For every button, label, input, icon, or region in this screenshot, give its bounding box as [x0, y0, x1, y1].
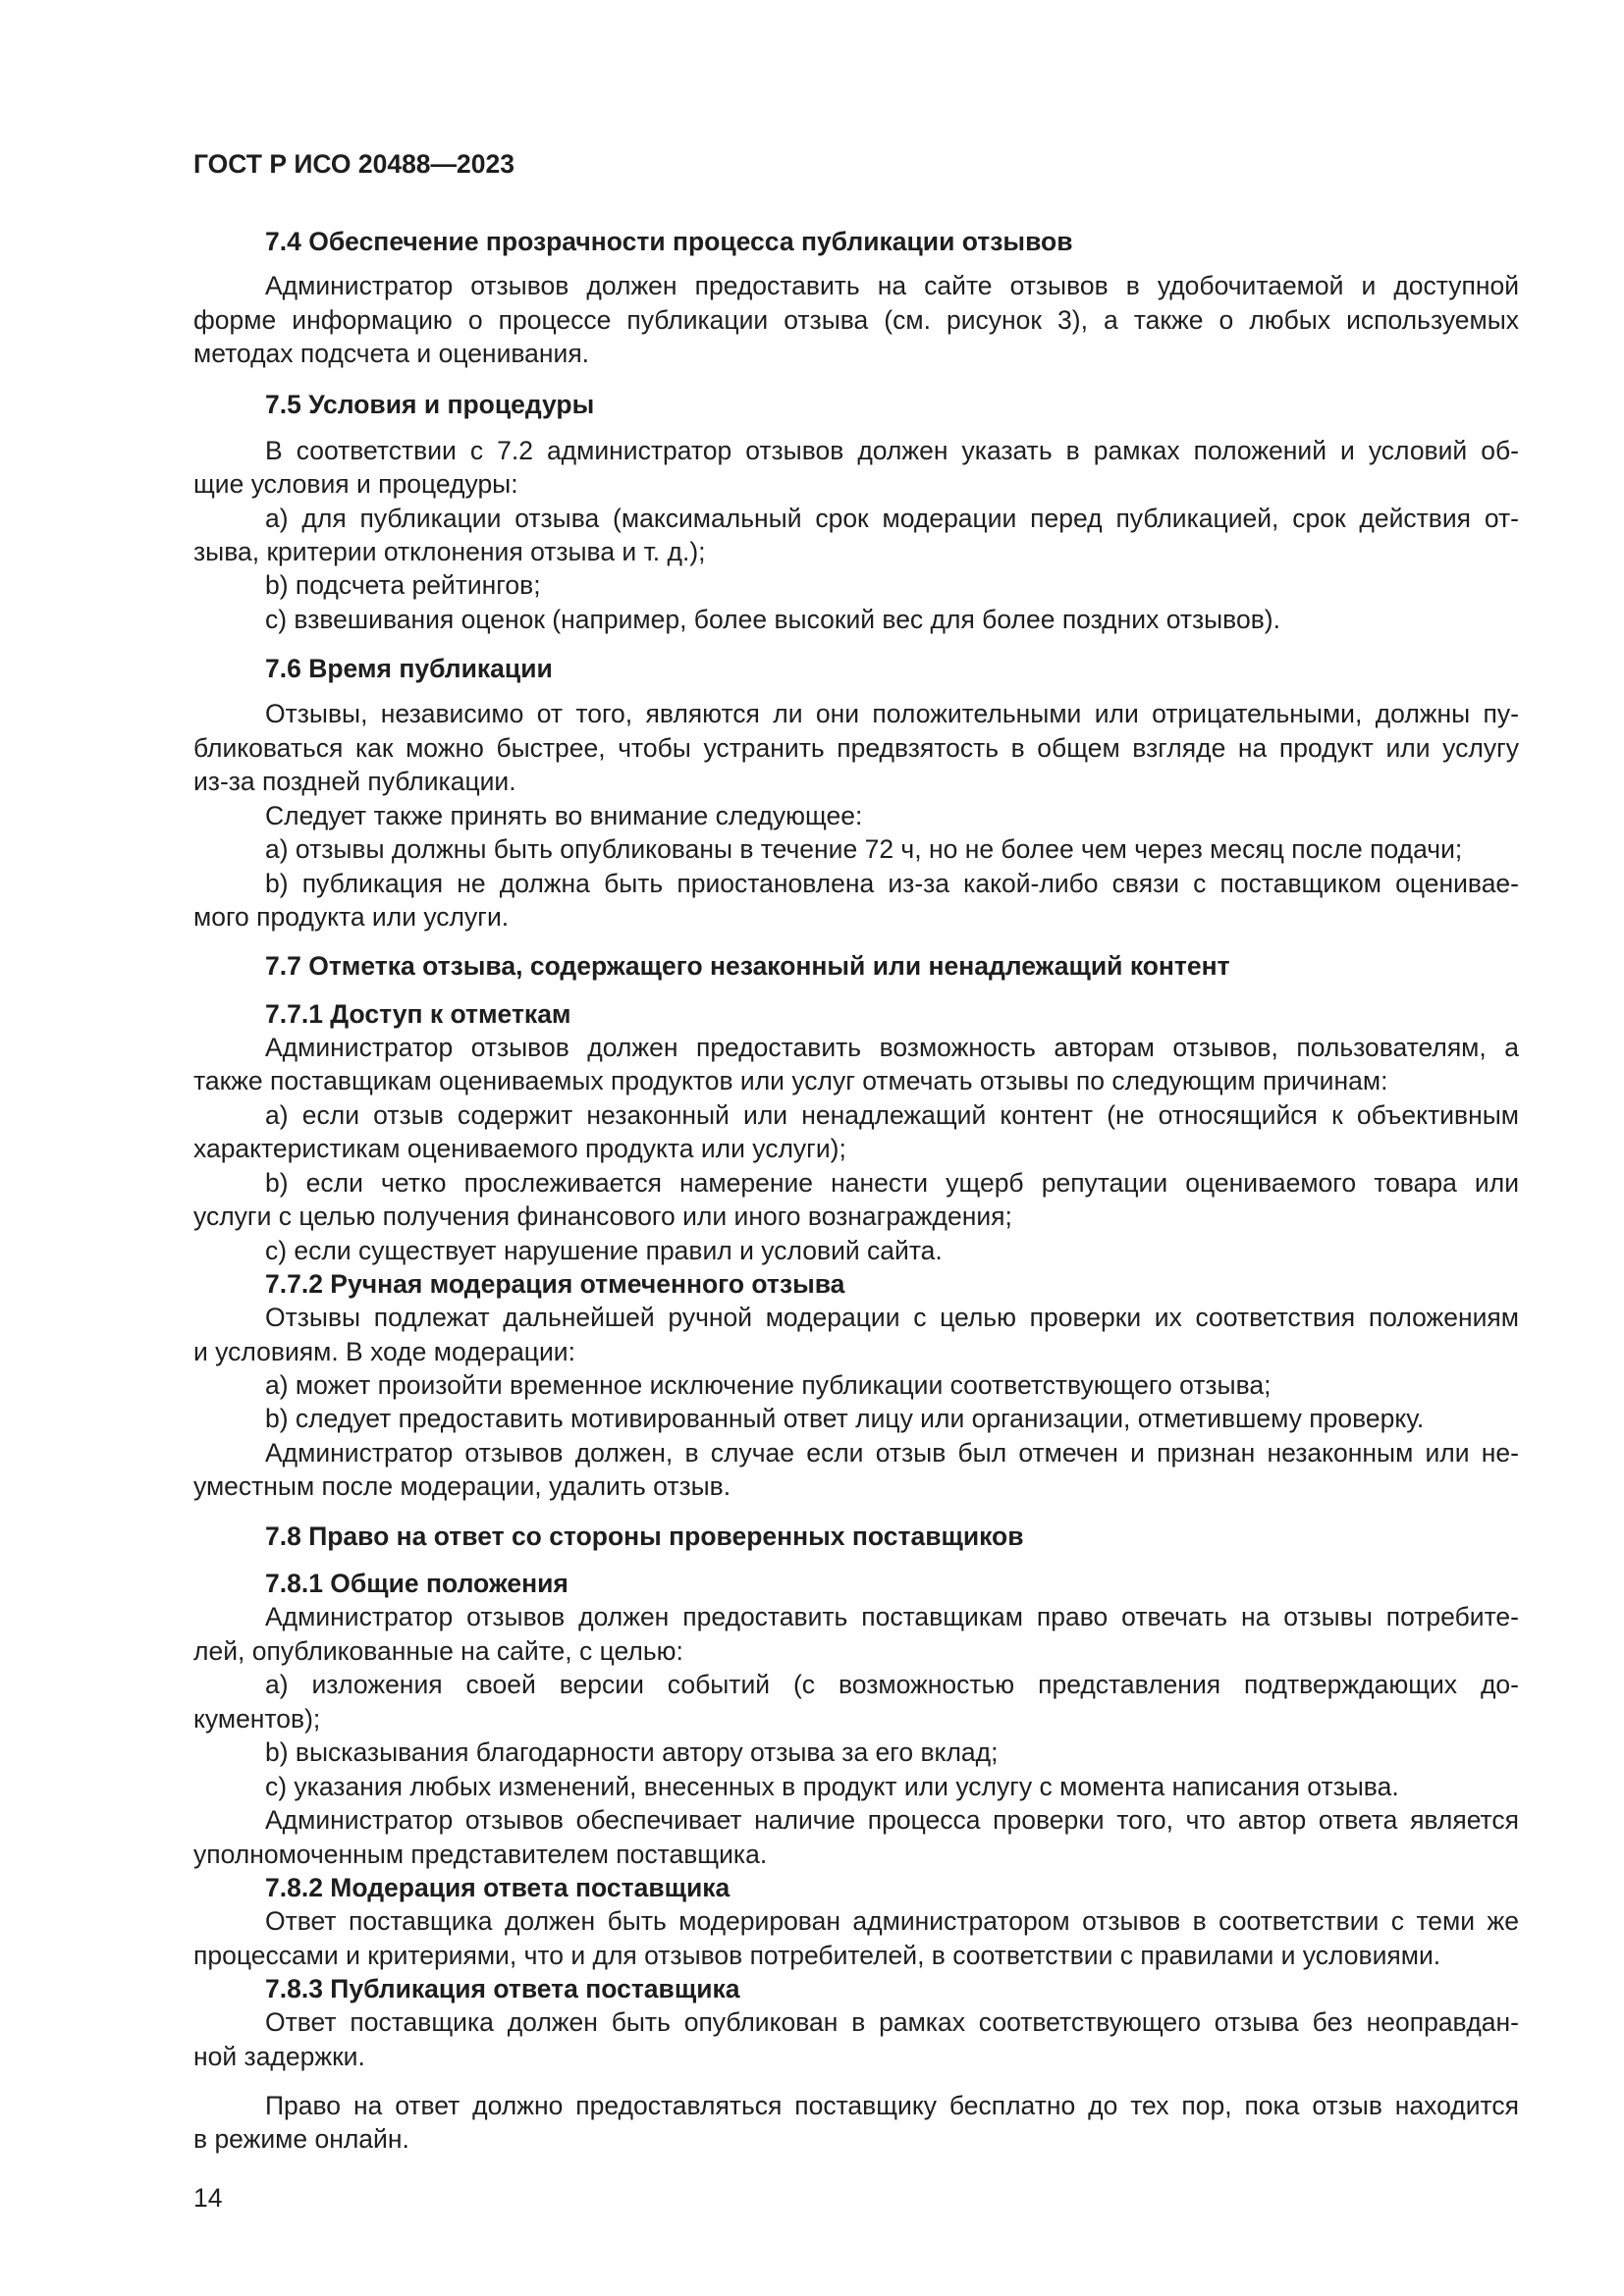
- section-heading: 7.4 Обеспечение прозрачности процесса публикации отзывов: [265, 227, 1073, 256]
- list-item-line: a) может произойти временное исключение публикации соответствующего отзыва;: [265, 1370, 1272, 1400]
- paragraph-line: Отзывы, независимо от того, являются ли они положительными или отрицательными, должны пу-: [265, 699, 1519, 728]
- paragraph-line: уместным после модерации, удалить отзыв.: [193, 1471, 731, 1501]
- list-item-line: b) следует предоставить мотивированный ответ лицу или организации, отметившему проверку.: [265, 1404, 1425, 1433]
- paragraph-line: в режиме онлайн.: [193, 2124, 409, 2154]
- subsection-heading: 7.8.2 Модерация ответа поставщика: [265, 1873, 731, 1902]
- paragraph-line: Администратор отзывов должен, в случае если отзыв был отмечен и признан незаконным или не-: [265, 1438, 1519, 1468]
- paragraph-line: ной задержки.: [193, 2042, 365, 2071]
- paragraph-line: методах подсчета и оценивания.: [193, 339, 590, 368]
- list-item-line: b) высказывания благодарности автору отзыва за его вклад;: [265, 1737, 999, 1767]
- list-item-line: a) изложения своей версии событий (с возможностью представления подтверждающих до-: [265, 1670, 1519, 1699]
- paragraph-line: Администратор отзывов должен предоставить на сайте отзывов в удобочитаемой и доступной: [265, 271, 1519, 300]
- paragraph-line: из-за поздней публикации.: [193, 767, 516, 796]
- paragraph-line: Администратор отзывов обеспечивает наличие процесса проверки того, что автор ответа является: [265, 1805, 1519, 1835]
- paragraph-line: лей, опубликованные на сайте, с целью:: [193, 1636, 683, 1666]
- list-item-line: a) если отзыв содержит незаконный или ненадлежащий контент (не относящийся к объективным: [265, 1100, 1519, 1130]
- list-item-line: характеристикам оцениваемого продукта или услуги);: [193, 1134, 846, 1163]
- paragraph-line: процессами и критериями, что и для отзывов потребителей, в соответствии с правилами и условиями.: [193, 1941, 1441, 1970]
- paragraph-line: В соответствии с 7.2 администратор отзывов должен указать в рамках положений и условий об-: [265, 436, 1519, 465]
- paragraph-line: форме информацию о процессе публикации отзыва (см. рисунок 3), а также о любых используемых: [193, 305, 1519, 335]
- list-item-line: услуги с целью получения финансового или иного вознаграждения;: [193, 1201, 1012, 1231]
- section-heading: 7.7 Отметка отзыва, содержащего незаконный или ненадлежащий контент: [265, 951, 1230, 981]
- paragraph-line: также поставщикам оцениваемых продуктов или услуг отмечать отзывы по следующим причинам:: [193, 1066, 1388, 1095]
- list-item-line: b) публикация не должна быть приостановлена из-за какой-либо связи с поставщиком оценивае-: [265, 869, 1519, 898]
- paragraph-line: Администратор отзывов должен предоставить поставщикам право отвечать на отзывы потребите-: [265, 1602, 1519, 1631]
- paragraph-line: Администратор отзывов должен предоставить возможность авторам отзывов, пользователям, а: [265, 1033, 1519, 1062]
- subsection-heading: 7.8.3 Публикация ответа поставщика: [265, 1974, 740, 2003]
- paragraph-line: бликоваться как можно быстрее, чтобы устранить предвзятость в общем взгляде на продукт или услугу: [193, 733, 1519, 763]
- subsection-heading: 7.7.1 Доступ к отметкам: [265, 999, 571, 1029]
- paragraph-line: Отзывы подлежат дальнейшей ручной модерации с целью проверки их соответствия положениям: [265, 1303, 1519, 1332]
- paragraph-line: Следует также принять во внимание следующее:: [265, 801, 863, 830]
- list-item-line: a) для публикации отзыва (максимальный срок модерации перед публикацией, срок действия от-: [265, 504, 1519, 533]
- list-item-line: мого продукта или услуги.: [193, 902, 510, 932]
- section-heading: 7.5 Условия и процедуры: [265, 390, 595, 419]
- list-item-line: c) если существует нарушение правил и условий сайта.: [265, 1236, 943, 1265]
- list-item-line: b) подсчета рейтингов;: [265, 570, 541, 600]
- subsection-heading: 7.8.1 Общие положения: [265, 1569, 568, 1598]
- list-item-line: b) если четко прослеживается намерение нанести ущерб репутации оцениваемого товара или: [265, 1168, 1519, 1198]
- section-heading: 7.8 Право на ответ со стороны проверенных поставщиков: [265, 1522, 1024, 1551]
- list-item-line: зыва, критерии отклонения отзыва и т. д.);: [193, 537, 706, 566]
- list-item-line: c) указания любых изменений, внесенных в продукт или услугу с момента написания отзыва.: [265, 1772, 1399, 1801]
- paragraph-line: уполномоченным представителем поставщика.: [193, 1840, 768, 1869]
- paragraph-line: Право на ответ должно предоставляться поставщику бесплатно до тех пор, пока отзыв находится: [265, 2091, 1519, 2120]
- list-item-line: кументов);: [193, 1704, 321, 1734]
- subsection-heading: 7.7.2 Ручная модерация отмеченного отзыва: [265, 1269, 845, 1299]
- list-item-line: c) взвешивания оценок (например, более высокий вес для более поздних отзывов).: [265, 605, 1280, 634]
- paragraph-line: и условиям. В ходе модерации:: [193, 1337, 575, 1366]
- page-number: 14: [193, 2183, 223, 2213]
- list-item-line: a) отзывы должны быть опубликованы в течение 72 ч, но не более чем через месяц после подачи;: [265, 834, 1463, 864]
- paragraph-line: Ответ поставщика должен быть опубликован в рамках соответствующего отзыва без неоправдан-: [265, 2007, 1519, 2037]
- paragraph-line: щие условия и процедуры:: [193, 469, 518, 499]
- document-code: ГОСТ Р ИСО 20488—2023: [193, 149, 514, 179]
- paragraph-line: Ответ поставщика должен быть модерирован администратором отзывов в соответствии с теми же: [265, 1906, 1519, 1936]
- section-heading: 7.6 Время публикации: [265, 654, 553, 683]
